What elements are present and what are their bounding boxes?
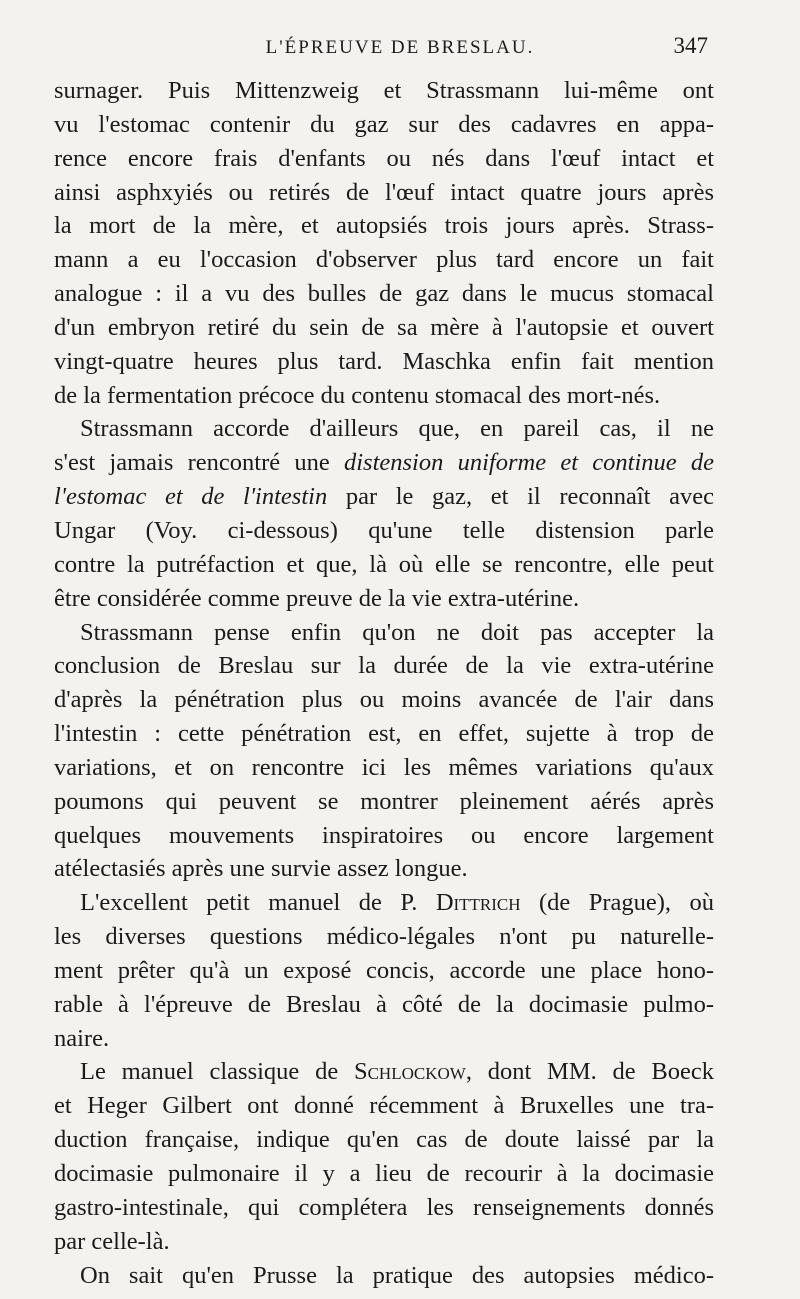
- text-line: naire.: [54, 1024, 110, 1052]
- small-caps-span: Dittrich: [435, 889, 521, 917]
- italic-span: distension uniforme et continue de: [344, 449, 714, 477]
- text-line: d'un embryon retiré du sein de sa mère à l'autopsie et ouvert: [54, 313, 714, 341]
- text-span: L'excellent petit manuel de P.: [80, 889, 436, 917]
- body-text: [54, 74, 714, 1292]
- page-header: [0, 33, 800, 69]
- text-line: ainsi asphxyiés ou retirés de l'œuf intact quatre jours après: [54, 178, 714, 206]
- text-line: Ungar (Voy. ci-dessous) qu'une telle distension parle: [54, 516, 714, 544]
- text-line: vu l'estomac contenir du gaz sur des cadavres en appa-: [54, 110, 714, 138]
- text-line: analogue : il a vu des bulles de gaz dans le mucus stomacal: [54, 280, 714, 308]
- text-line: la mort de la mère, et autopsiés trois jours après. Strass-: [54, 212, 714, 240]
- text-line: gastro-intestinale, qui complétera les renseignements donnés: [54, 1193, 714, 1221]
- text-line: mann a eu l'occasion d'observer plus tard encore un fait: [54, 246, 714, 274]
- text-line: rence encore frais d'enfants ou nés dans l'œuf intact et: [54, 144, 714, 172]
- text-line: conclusion de Breslau sur la durée de la vie extra-utérine: [54, 652, 714, 680]
- text-line: Strassmann pense enfin qu'on ne doit pas accepter la: [80, 618, 714, 646]
- text-line: duction française, indique qu'en cas de doute laissé par la: [54, 1126, 714, 1154]
- text-line: vingt-quatre heures plus tard. Maschka enfin fait mention: [54, 347, 714, 375]
- text-line: quelques mouvements inspiratoires ou encore largement: [54, 821, 714, 849]
- page-number: 347: [673, 33, 708, 58]
- running-head: L'ÉPREUVE DE BRESLAU.: [265, 37, 535, 58]
- text-line: contre la putréfaction et que, là où elle se rencontre, elle peut: [54, 550, 714, 578]
- text-line: [54, 886, 714, 920]
- text-line: surnager. Puis Mittenzweig et Strassmann lui-même ont: [54, 77, 714, 104]
- text-line: rable à l'épreuve de Breslau à côté de la docimasie pulmo-: [54, 990, 714, 1018]
- text-line: être considérée comme preuve de la vie extra-utérine.: [54, 584, 580, 612]
- text-line: atélectasiés après une survie assez longue.: [54, 855, 468, 883]
- text-line: d'après la pénétration plus ou moins avancée de l'air dans: [54, 686, 714, 714]
- text-span: par le gaz, et il reconnaît avec: [327, 483, 714, 511]
- text-line: variations, et on rencontre ici les mêmes variations qu'aux: [54, 753, 714, 781]
- text-line: les diverses questions médico-légales n'ont pu naturelle-: [54, 923, 714, 951]
- small-caps-span: Schlockow: [353, 1058, 466, 1086]
- italic-span: l'estomac et de l'intestin: [54, 483, 328, 511]
- text-span: , dont MM. de Boeck: [465, 1058, 714, 1086]
- text-line: poumons qui peuvent se montrer pleinement aérés après: [54, 787, 714, 815]
- text-line: ment prêter qu'à un exposé concis, accorde une place hono-: [54, 956, 714, 984]
- text-line: [54, 1055, 714, 1089]
- text-line: On sait qu'en Prusse la pratique des autopsies médico-: [80, 1261, 714, 1289]
- text-line: l'intestin : cette pénétration est, en effet, sujette à trop de: [54, 720, 714, 748]
- text-line: Strassmann accorde d'ailleurs que, en pareil cas, il ne: [80, 415, 714, 443]
- text-line: [54, 446, 714, 480]
- text-line: de la fermentation précoce du contenu stomacal des mort-nés.: [54, 381, 661, 409]
- text-span: (de Prague), où: [520, 889, 714, 917]
- text-line: docimasie pulmonaire il y a lieu de recourir à la docimasie: [54, 1160, 714, 1187]
- text-line: par celle-là.: [54, 1227, 170, 1255]
- text-span: s'est jamais rencontré une: [54, 449, 344, 477]
- text-line: et Heger Gilbert ont donné récemment à Bruxelles une tra-: [54, 1092, 714, 1120]
- text-span: Le manuel classique de: [80, 1058, 354, 1086]
- text-line: [54, 480, 714, 514]
